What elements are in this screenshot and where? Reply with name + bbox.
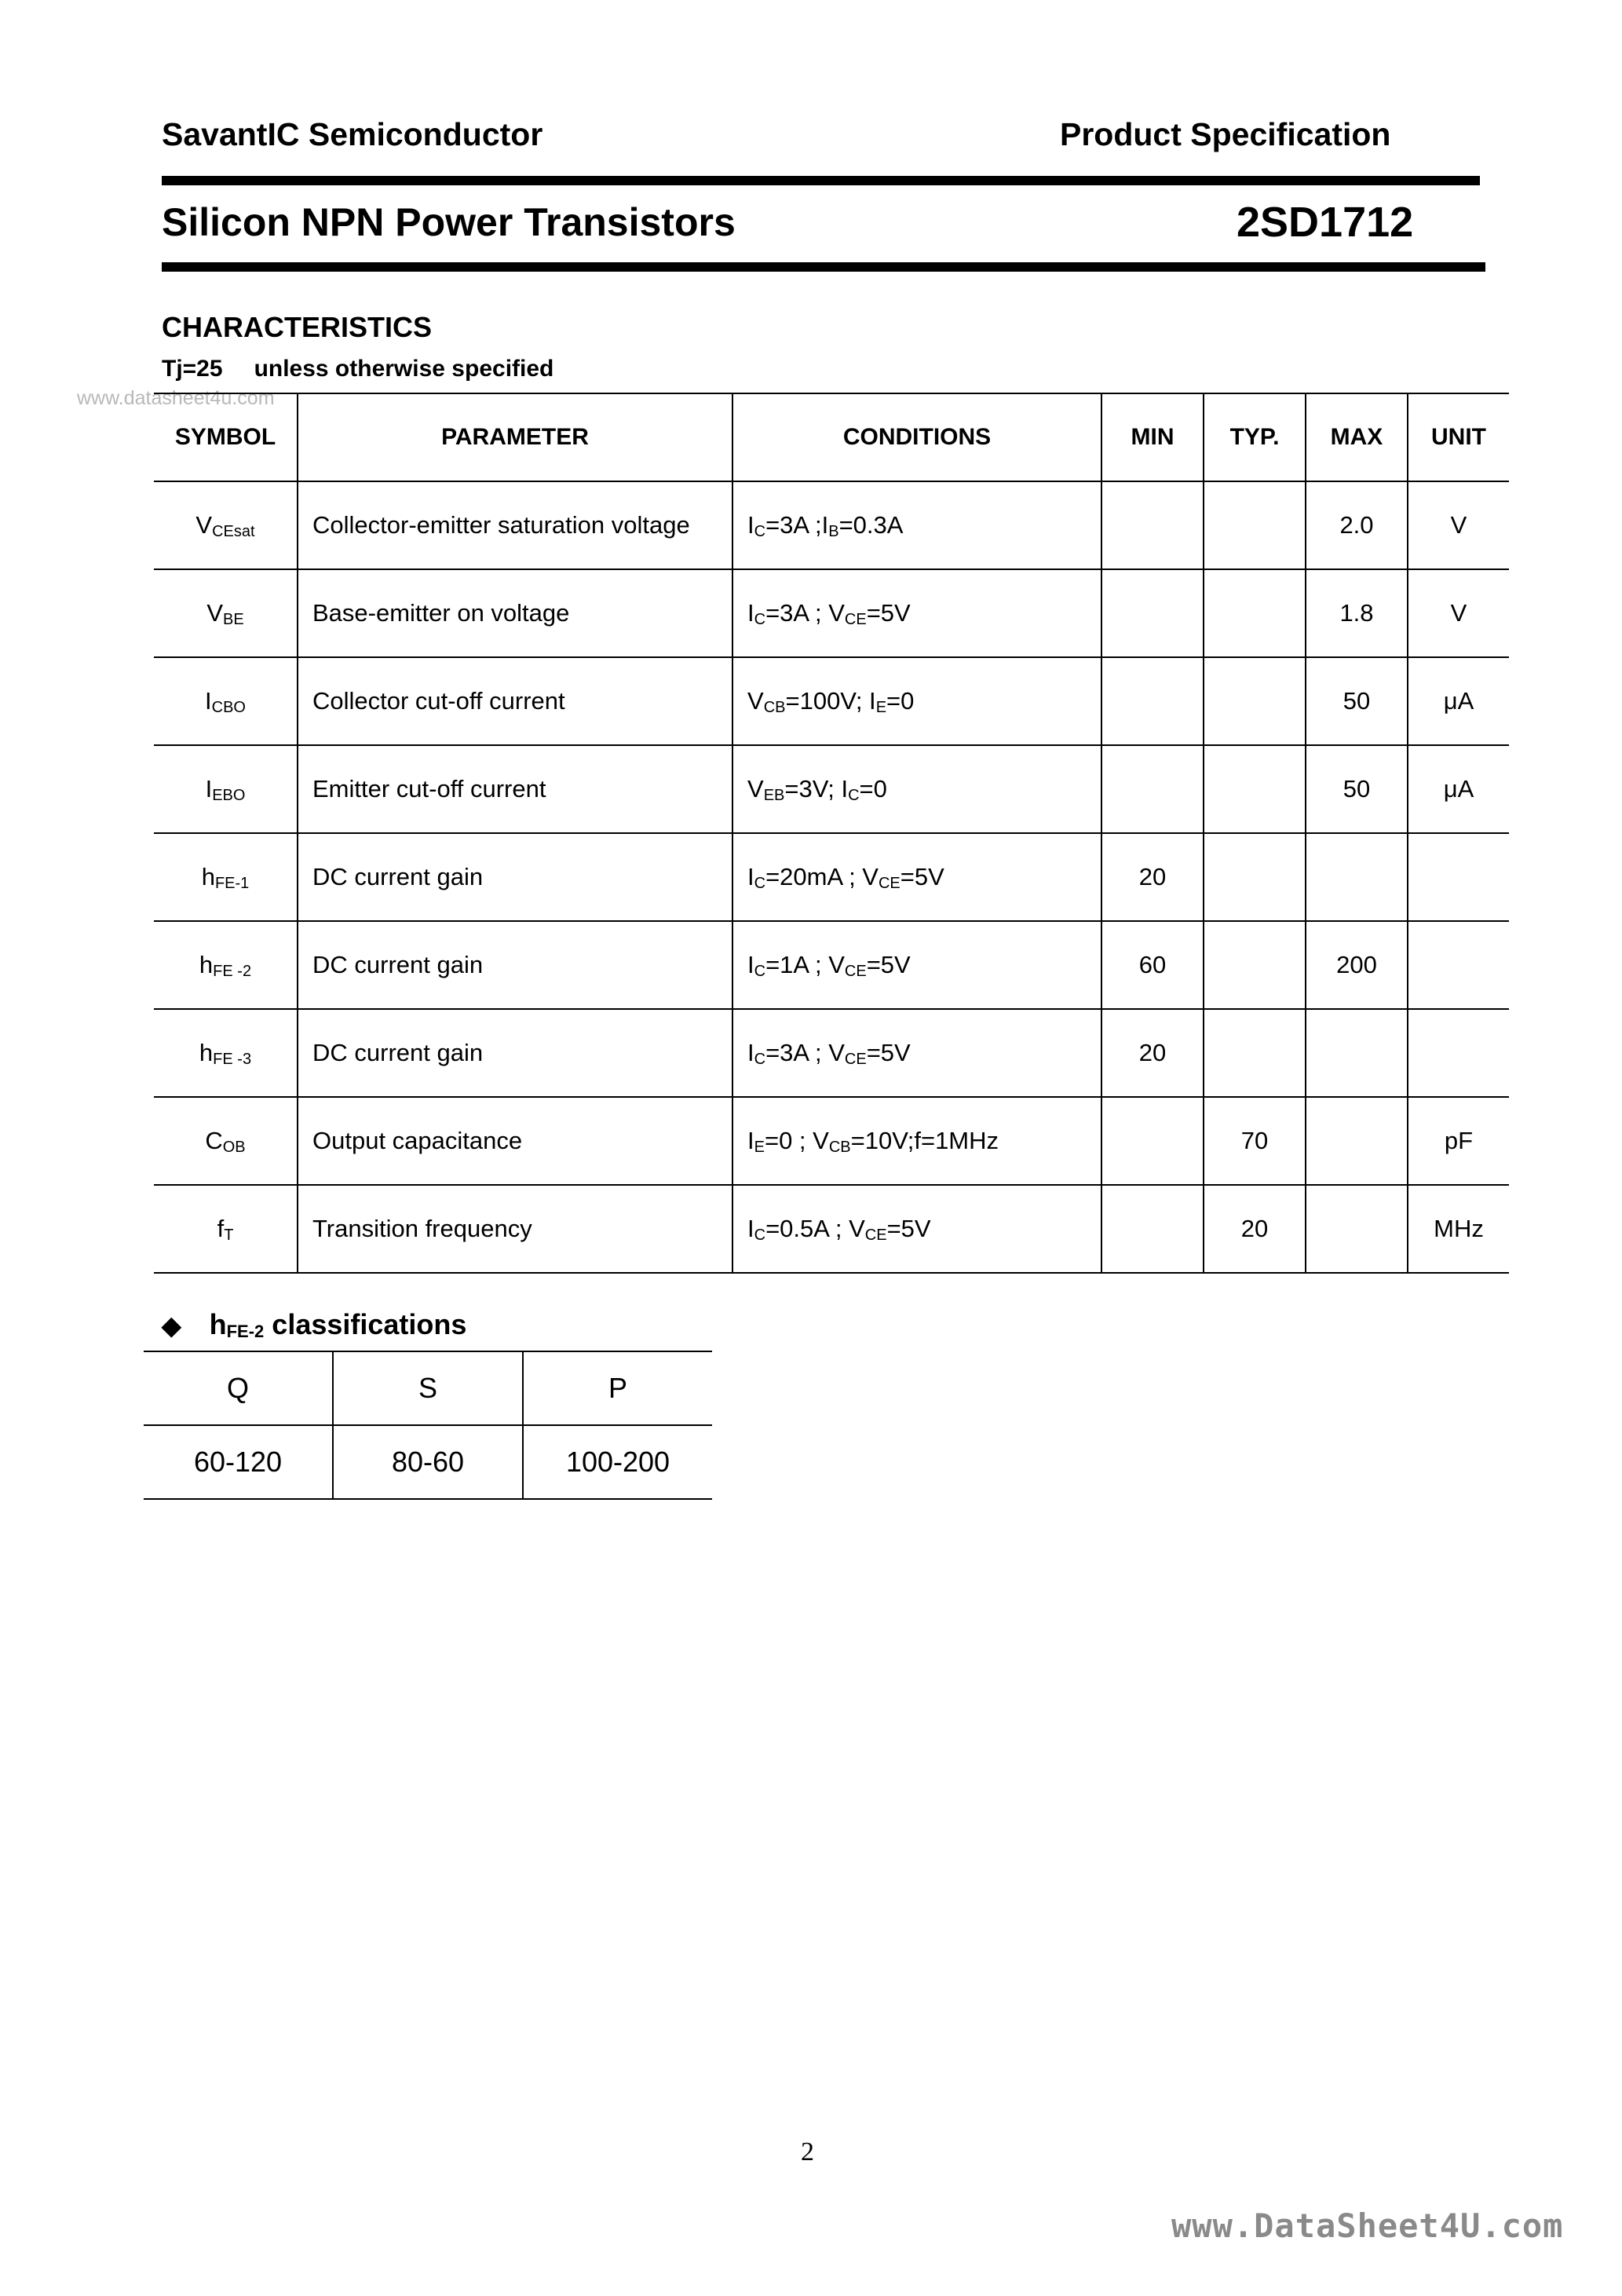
row-typ: 70 (1204, 1097, 1306, 1185)
row-max (1306, 833, 1408, 921)
row-symbol: $I_{CBO}$ (154, 657, 298, 745)
row-parameter: DC current gain (298, 833, 732, 921)
table-row (154, 569, 1509, 657)
row-typ (1204, 833, 1306, 921)
row-unit: μA (1408, 745, 1509, 833)
class-header: P (523, 1351, 712, 1425)
class-value: 60-120 (144, 1425, 333, 1499)
row-typ (1204, 481, 1306, 569)
product-family-title: Silicon NPN Power Transistors (162, 200, 736, 244)
row-symbol: $h_{FE-1}$ (154, 833, 298, 921)
cond-prefix: Tj=25 (162, 356, 223, 382)
class-value: 100-200 (523, 1425, 712, 1499)
row-max: 50 (1306, 745, 1408, 833)
row-parameter: Output capacitance (298, 1097, 732, 1185)
row-min (1101, 745, 1204, 833)
row-unit: μA (1408, 657, 1509, 745)
row-min: 20 (1101, 833, 1204, 921)
document-type: Product Specification (1060, 116, 1391, 152)
row-conditions: $I_C=3A$ ; $V_{CE}=5V$ (732, 1009, 1101, 1097)
part-number: 2SD1712 (1237, 199, 1414, 246)
row-conditions: $V_{CB}=100V$; $I_E=0$ (732, 657, 1101, 745)
row-parameter: Emitter cut-off current (298, 745, 732, 833)
col-typ: TYP. (1204, 393, 1306, 481)
row-unit (1408, 1009, 1509, 1097)
cond-suffix: unless otherwise specified (254, 356, 554, 382)
row-typ: 20 (1204, 1185, 1306, 1273)
row-symbol: $C_{OB}$ (154, 1097, 298, 1185)
section-title: CHARACTERISTICS (162, 311, 433, 343)
company-name: SavantIC Semiconductor (162, 116, 543, 152)
row-typ (1204, 569, 1306, 657)
classifications-title: ◆ $h_{FE-2}$ classifications (162, 1308, 467, 1341)
classifications-table (144, 1351, 712, 1500)
table-row (154, 1097, 1509, 1185)
table-row (154, 921, 1509, 1009)
class-header: Q (144, 1351, 333, 1425)
table-row (154, 1009, 1509, 1097)
diamond-bullet-icon: ◆ (162, 1311, 181, 1340)
title-divider (162, 262, 1485, 272)
table-row (154, 481, 1509, 569)
row-min: 20 (1101, 1009, 1204, 1097)
row-unit: V (1408, 481, 1509, 569)
row-typ (1204, 657, 1306, 745)
col-max: MAX (1306, 393, 1408, 481)
row-typ (1204, 921, 1306, 1009)
page-number: 2 (801, 2137, 814, 2166)
class-value: 80-60 (333, 1425, 523, 1499)
row-max (1306, 1185, 1408, 1273)
row-max: 1.8 (1306, 569, 1408, 657)
class-header: S (333, 1351, 523, 1425)
row-conditions: $V_{EB}=3V$; $I_C=0$ (732, 745, 1101, 833)
table-row (154, 1185, 1509, 1273)
row-parameter: Transition frequency (298, 1185, 732, 1273)
row-min (1101, 657, 1204, 745)
row-min (1101, 1185, 1204, 1273)
row-symbol: $h_{FE -3}$ (154, 1009, 298, 1097)
row-unit: pF (1408, 1097, 1509, 1185)
col-conditions: CONDITIONS (732, 393, 1101, 481)
row-max (1306, 1009, 1408, 1097)
header-divider (162, 176, 1480, 185)
row-unit (1408, 833, 1509, 921)
row-conditions: $I_C=3A$ ; $V_{CE}=5V$ (732, 569, 1101, 657)
row-parameter: Collector cut-off current (298, 657, 732, 745)
row-symbol: $f_T$ (154, 1185, 298, 1273)
row-parameter: DC current gain (298, 921, 732, 1009)
row-conditions: $I_C=20mA$ ; $V_{CE}=5V$ (732, 833, 1101, 921)
row-conditions: $I_E=0$ ; $V_{CB}=10V;f=1MHz$ (732, 1097, 1101, 1185)
test-condition-note (162, 356, 553, 382)
table-header-row (154, 393, 1509, 481)
classification-value-row (144, 1425, 712, 1499)
row-parameter: Collector-emitter saturation voltage (298, 481, 732, 569)
table-row (154, 657, 1509, 745)
row-unit (1408, 921, 1509, 1009)
row-max: 200 (1306, 921, 1408, 1009)
table-row (154, 833, 1509, 921)
row-min (1101, 1097, 1204, 1185)
row-symbol: $V_{BE}$ (154, 569, 298, 657)
row-typ (1204, 745, 1306, 833)
row-parameter: Base-emitter on voltage (298, 569, 732, 657)
row-max: 2.0 (1306, 481, 1408, 569)
table-row (154, 745, 1509, 833)
row-min (1101, 569, 1204, 657)
row-symbol: $V_{CEsat}$ (154, 481, 298, 569)
row-unit: MHz (1408, 1185, 1509, 1273)
row-min (1101, 481, 1204, 569)
row-parameter: DC current gain (298, 1009, 732, 1097)
row-conditions: $I_C=0.5A$ ; $V_{CE}=5V$ (732, 1185, 1101, 1273)
row-conditions: $I_C=1A$ ; $V_{CE}=5V$ (732, 921, 1101, 1009)
row-max (1306, 1097, 1408, 1185)
characteristics-table (154, 393, 1509, 1274)
row-symbol: $h_{FE -2}$ (154, 921, 298, 1009)
watermark-bottom: www.DataSheet4U.com (1171, 2206, 1564, 2245)
col-parameter: PARAMETER (298, 393, 732, 481)
classification-header-row (144, 1351, 712, 1425)
col-min: MIN (1101, 393, 1204, 481)
row-unit: V (1408, 569, 1509, 657)
col-symbol: SYMBOL (154, 393, 298, 481)
row-min: 60 (1101, 921, 1204, 1009)
col-unit: UNIT (1408, 393, 1509, 481)
watermark-top: www.datasheet4u.com (77, 387, 275, 409)
row-max: 50 (1306, 657, 1408, 745)
row-typ (1204, 1009, 1306, 1097)
row-symbol: $I_{EBO}$ (154, 745, 298, 833)
row-conditions: $I_C=3A$ $;I_B=0.3A$ (732, 481, 1101, 569)
